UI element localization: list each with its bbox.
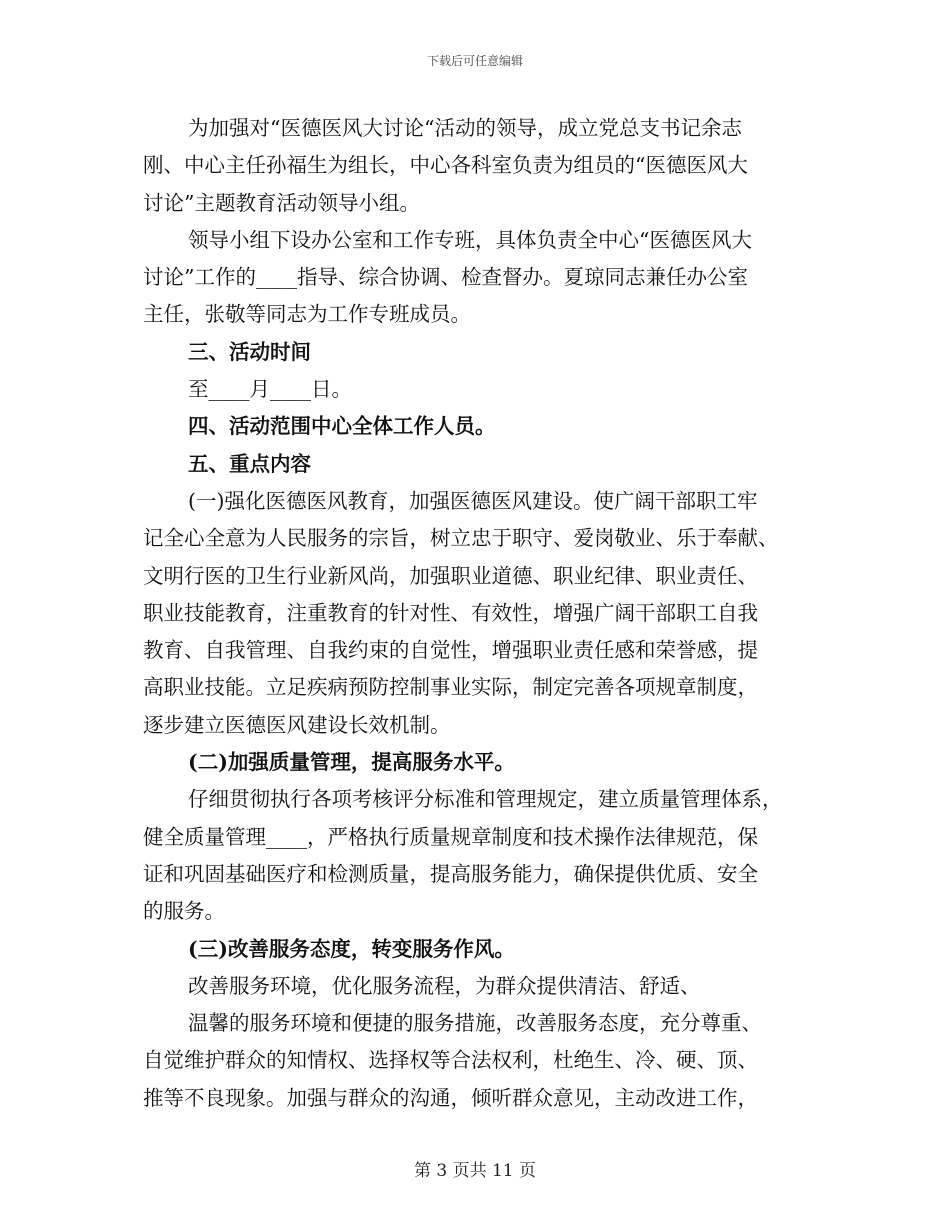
paragraph-line: 记全心全意为人民服务的宗旨，树立忠于职守、爱岗敬业、乐于奉献、	[143, 526, 779, 551]
paragraph-line: 文明行医的卫生行业新风尚，加强职业道德、职业纪律、职业责任、	[143, 563, 758, 588]
paragraph-line: 温馨的服务环境和便捷的服务措施，改善服务态度，充分尊重、	[188, 1011, 762, 1036]
paragraph-line: 自觉维护群众的知情权、选择权等合法权利，杜绝生、冷、硬、顶、	[143, 1048, 758, 1073]
section-heading-line: (二)加强质量管理，提高服务水平。	[188, 750, 515, 775]
section-heading-line: (三)改善服务态度，转变服务作风。	[188, 936, 515, 961]
paragraph-line: 为加强对“医德医风大讨论“活动的领导，成立党总支书记余志	[188, 116, 742, 140]
paragraph-line: 推等不良现象。加强与群众的沟通，倾听群众意见，主动改进工作，	[143, 1085, 758, 1110]
paragraph-line: (一)强化医德医风教育，加强医德医风建设。使广阔干部职工牢	[188, 488, 758, 513]
paragraph-line: 证和巩固基础医疗和检测质量，提高服务能力，确保提供优质、安全	[143, 861, 758, 886]
paragraph-line: 健全质量管理____，严格执行质量规章制度和技术操作法律规范，保	[143, 824, 758, 849]
paragraph-line: 高职业技能。立足疾病预防控制事业实际，制定完善各项规章制度，	[143, 675, 758, 700]
paragraph-line: 教育、自我管理、自我约束的自觉性，增强职业责任感和荣誉感，提	[143, 638, 758, 663]
paragraph-line: 讨论”主题教育活动领导小组。	[143, 190, 420, 215]
paragraph-line: 主任，张敬等同志为工作专班成员。	[143, 302, 471, 327]
section-heading-line: 五、重点内容	[188, 451, 311, 476]
page-header: 下载后可任意编辑	[426, 54, 523, 68]
page-footer: 第 3 页共 11 页	[413, 1161, 537, 1181]
section-heading-line: 三、活动时间	[188, 339, 311, 364]
paragraph-line: 改善服务环境，优化服务流程，为群众提供清洁、舒适、	[188, 973, 701, 998]
paragraph-line: 讨论”工作的____指导、综合协调、检查督办。夏琼同志兼任办公室	[143, 265, 748, 290]
document-body	[143, 110, 803, 1117]
paragraph-line: 刚、中心主任孙福生为组长，中心各科室负责为组员的“医德医风大	[143, 153, 748, 178]
paragraph-line: 仔细贯彻执行各项考核评分标准和管理规定，建立质量管理体系，	[188, 787, 783, 812]
paragraph-line: 至____月____日。	[188, 377, 352, 402]
paragraph-line: 职业技能教育，注重教育的针对性、有效性，增强广阔干部职工自我	[143, 600, 758, 625]
paragraph-line: 逐步建立医德医风建设长效机制。	[143, 712, 451, 737]
section-heading-line: 四、活动范围中心全体工作人员。	[188, 414, 496, 439]
paragraph-line: 领导小组下设办公室和工作专班，具体负责全中心“医德医风大	[188, 227, 752, 252]
paragraph-line: 的服务。	[143, 899, 225, 924]
